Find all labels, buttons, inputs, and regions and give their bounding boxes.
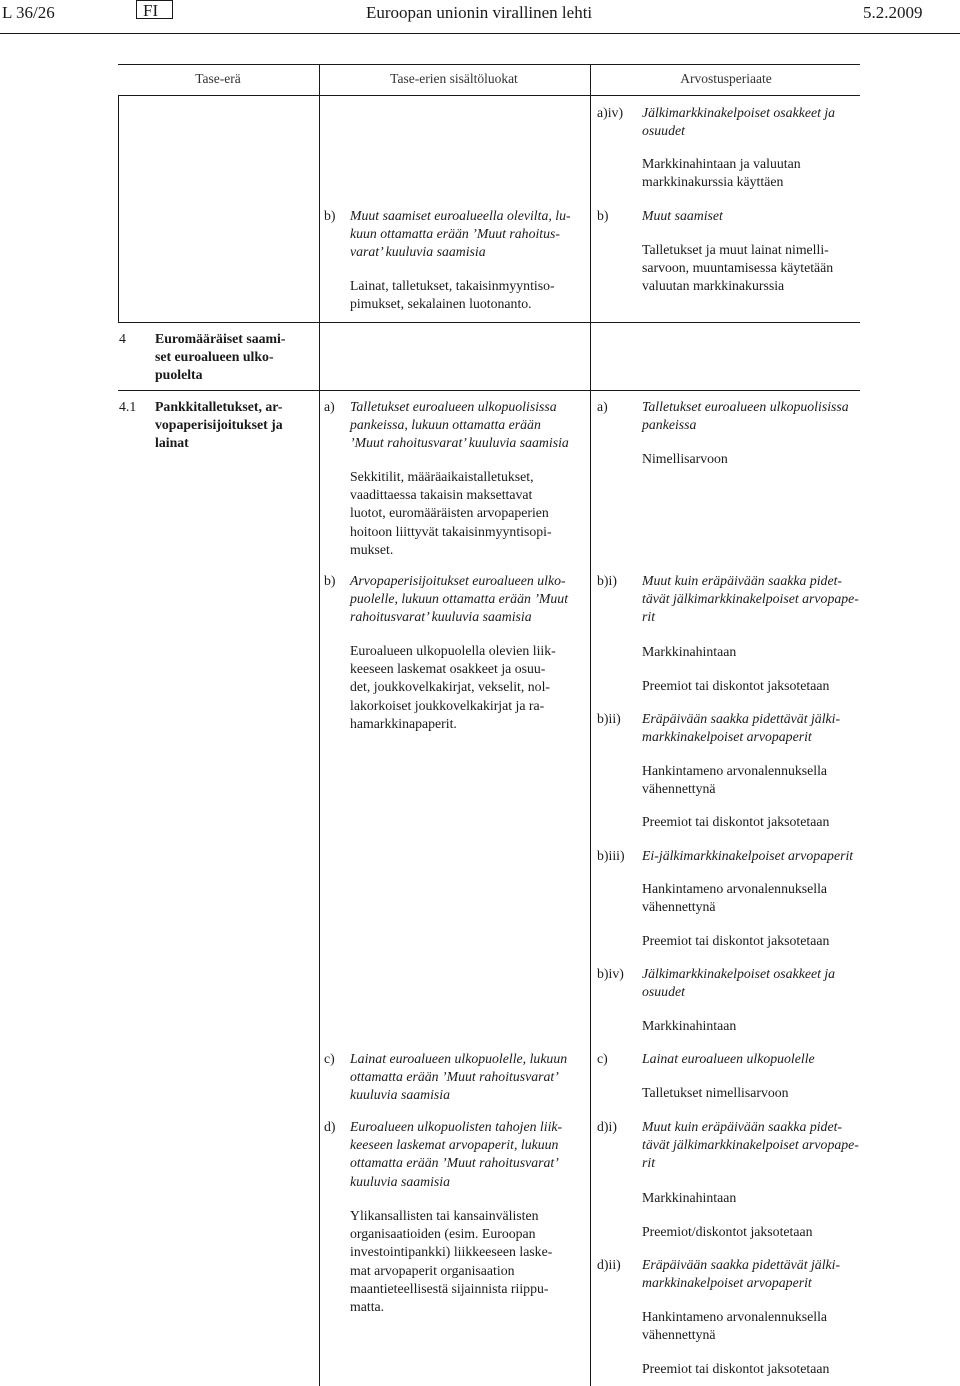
text-line: keeseen laskemat arvopaperit, lukuun — [350, 1137, 559, 1153]
language-code: FI — [136, 0, 173, 19]
text-line: ottamatta erään ’Muut rahoitusvarat’ — [350, 1155, 559, 1171]
col3-b0-text — [642, 241, 833, 296]
text-line: vopaperisijoitukset ja — [155, 417, 283, 433]
journal-title: Euroopan unionin virallinen lehti — [366, 3, 593, 22]
text-line: Muut saamiset euroalueella olevilta, lu- — [350, 208, 571, 223]
text-line: kuun ottamatta erään ’Muut rahoitus- — [350, 226, 561, 242]
col3-label-bi: b)i) — [597, 573, 617, 588]
col3-bii-heading — [642, 710, 840, 746]
col2-b-heading — [350, 572, 568, 627]
col2-label-b: b) — [324, 573, 336, 588]
col3-biii-text-1 — [642, 880, 827, 916]
text-line: Arvopaperisijoitukset euroalueen ulko- — [350, 573, 566, 588]
text-line: organisaatioiden (esim. Euroopan — [350, 1226, 536, 1242]
text-line: Hankintameno arvonalennuksella — [642, 1309, 828, 1324]
text-line: vähennettynä — [642, 899, 716, 915]
col3-dii-text-1 — [642, 1308, 827, 1344]
text-line: Talletukset euroalueen ulkopuolisissa — [350, 399, 557, 414]
col2-label-b0: b) — [324, 208, 336, 223]
text-line: hoitoon liittyvät takaisinmyyntisopi- — [350, 523, 552, 539]
col3-label-bii: b)ii) — [597, 711, 621, 726]
col3-c-heading: Lainat euroalueen ulkopuolelle — [642, 1051, 815, 1066]
col3-a-text: Nimellisarvoon — [642, 451, 728, 466]
text-line: markkinakurssia käyttäen — [642, 174, 784, 190]
text-line: Muut kuin eräpäivään saakka pidet- — [642, 1119, 843, 1134]
column-divider-1 — [319, 64, 320, 1386]
text-line: Hankintameno arvonalennuksella — [642, 763, 828, 778]
header-rule — [0, 33, 960, 34]
text-line: vähennettynä — [642, 781, 716, 797]
text-line: kuuluvia saamisia — [350, 1087, 451, 1103]
text-line: Talletukset ja muut lainat nimelli- — [642, 242, 829, 257]
text-line: set euroalueen ulko- — [155, 349, 274, 365]
text-line: mat arvopaperit organisaation — [350, 1262, 515, 1278]
col3-biv-heading — [642, 965, 835, 1001]
col2-d-heading — [350, 1118, 562, 1191]
text-line: Hankintameno arvonalennuksella — [642, 881, 828, 896]
text-line: tävät jälkimarkkinakelpoiset arvopape- — [642, 591, 859, 607]
text-line: pankeissa, lukuun ottamatta erään — [350, 417, 541, 433]
col2-label-c: c) — [324, 1051, 335, 1066]
text-line: tävät jälkimarkkinakelpoiset arvopape- — [642, 1137, 859, 1153]
item-title-4-1 — [155, 398, 283, 453]
text-line: vaadittaessa takaisin maksettavat — [350, 487, 533, 503]
col3-aiv-heading — [642, 104, 835, 140]
text-line: rit — [642, 609, 656, 625]
text-line: Euroalueen ulkopuolella olevien liik- — [350, 643, 556, 658]
text-line: luotot, euromääräisten arvopaperien — [350, 505, 549, 521]
text-line: pimukset, sekalainen luotonanto. — [350, 296, 532, 312]
text-line: Jälkimarkkinakelpoiset osakkeet ja — [642, 105, 836, 120]
col3-a-heading — [642, 398, 849, 434]
col3-bi-text-1: Markkinahintaan — [642, 644, 737, 659]
col2-d-text — [350, 1207, 552, 1316]
item-number-4: 4 — [119, 331, 126, 346]
text-line: varat’ kuuluvia saamisia — [350, 244, 486, 260]
text-line: Eräpäivään saakka pidettävät jälki- — [642, 1257, 841, 1272]
col2-b-text — [350, 642, 556, 733]
text-line: Lainat, talletukset, takaisinmyyntiso- — [350, 278, 555, 293]
text-line: pankeissa — [642, 417, 697, 433]
col3-di-text-1: Markkinahintaan — [642, 1190, 737, 1205]
table-header-rule — [118, 95, 860, 96]
text-line: osuudet — [642, 984, 685, 1000]
text-line: osuudet — [642, 123, 685, 139]
col3-bii-text-2: Preemiot tai diskontot jaksotetaan — [642, 814, 830, 829]
text-line: markkinakelpoiset arvopaperit — [642, 729, 812, 745]
text-line: lainat — [155, 435, 189, 451]
col3-c-text: Talletukset nimellisarvoon — [642, 1085, 789, 1100]
column-header-valuation: Arvostusperiaate — [680, 71, 772, 86]
text-line: Jälkimarkkinakelpoiset osakkeet ja — [642, 966, 836, 981]
text-line: Markkinahintaan ja valuutan — [642, 156, 801, 171]
col3-label-biv: b)iv) — [597, 966, 624, 981]
col2-c-heading — [350, 1050, 567, 1105]
page-header — [0, 0, 960, 34]
col2-b0-heading — [350, 207, 571, 262]
text-line: Euroalueen ulkopuolisten tahojen liik- — [350, 1119, 563, 1134]
column-divider-2 — [590, 64, 591, 1386]
text-line: keeseen laskemat osakkeet ja osuu- — [350, 661, 546, 677]
publication-date: 5.2.2009 — [863, 3, 923, 22]
text-line: puolelta — [155, 367, 203, 383]
page-number: L 36/26 — [2, 3, 55, 22]
text-line: vähennettynä — [642, 1327, 716, 1343]
col2-b0-text — [350, 277, 555, 313]
col3-bii-text-1 — [642, 762, 827, 798]
col3-label-biii: b)iii) — [597, 848, 625, 863]
text-line: det, joukkovelkakirjat, vekselit, nol- — [350, 679, 551, 695]
text-line: Pankkitalletukset, ar- — [155, 399, 283, 414]
text-line: ottamatta erään ’Muut rahoitusvarat’ — [350, 1069, 559, 1085]
text-line: ’Muut rahoitusvarat’ kuuluvia saamisia — [350, 435, 569, 451]
col3-b0-heading: Muut saamiset — [642, 208, 723, 223]
item-title-4 — [155, 330, 285, 385]
col2-a-heading — [350, 398, 569, 453]
text-line: lakorkoiset joukkovelkakirjat ja ra- — [350, 697, 545, 713]
text-line: Ylikansallisten tai kansainvälisten — [350, 1208, 539, 1223]
col3-aiv-text — [642, 155, 801, 191]
col3-label-aiv: a)iv) — [597, 105, 624, 120]
left-frame-rule — [118, 95, 119, 322]
text-line: mukset. — [350, 541, 394, 557]
text-line: Muut kuin eräpäivään saakka pidet- — [642, 573, 843, 588]
col2-a-text — [350, 468, 552, 559]
text-line: rahoitusvarat’ kuuluvia saamisia — [350, 609, 532, 625]
col3-di-heading — [642, 1118, 859, 1173]
col3-dii-text-2: Preemiot tai diskontot jaksotetaan — [642, 1361, 830, 1376]
text-line: kuuluvia saamisia — [350, 1173, 451, 1189]
col3-label-a: a) — [597, 399, 608, 414]
col2-label-a: a) — [324, 399, 335, 414]
col3-bi-text-2: Preemiot tai diskontot jaksotetaan — [642, 678, 830, 693]
col3-dii-heading — [642, 1256, 840, 1292]
table-top-rule — [118, 64, 860, 65]
text-line: matta. — [350, 1299, 385, 1315]
item-number-4-1: 4.1 — [119, 399, 137, 414]
row-rule-1 — [118, 322, 860, 323]
row-rule-2 — [118, 390, 860, 391]
text-line: Talletukset euroalueen ulkopuolisissa — [642, 399, 849, 414]
text-line: hamarkkinapaperit. — [350, 715, 457, 731]
col3-biii-text-2: Preemiot tai diskontot jaksotetaan — [642, 933, 830, 948]
text-line: sarvoon, muuntamisessa käytetään — [642, 260, 834, 276]
text-line: Sekkitilit, määräaikaistalletukset, — [350, 469, 534, 484]
text-line: investointipankki) liikkeeseen laske- — [350, 1244, 553, 1260]
text-line: rit — [642, 1155, 656, 1171]
text-line: markkinakelpoiset arvopaperit — [642, 1275, 812, 1291]
col3-label-b0: b) — [597, 208, 609, 223]
col3-biii-heading: Ei-jälkimarkkinakelpoiset arvopaperit — [642, 848, 854, 863]
text-line: puolelle, lukuun ottamatta erään ’Muut — [350, 591, 569, 607]
text-line: valuutan markkinakurssia — [642, 278, 785, 294]
text-line: Euromääräiset saami- — [155, 331, 286, 346]
col3-biv-text-1: Markkinahintaan — [642, 1018, 737, 1033]
text-line: Eräpäivään saakka pidettävät jälki- — [642, 711, 841, 726]
column-header-content: Tase-erien sisältöluokat — [390, 71, 518, 86]
col3-di-text-2: Preemiot/diskontot jaksotetaan — [642, 1224, 813, 1239]
text-line: maantieteellisestä sijainnista riippu- — [350, 1280, 549, 1296]
col3-bi-heading — [642, 572, 859, 627]
column-header-item: Tase-erä — [195, 71, 241, 86]
col3-label-c: c) — [597, 1051, 608, 1066]
col2-label-d: d) — [324, 1119, 336, 1134]
col3-label-di: d)i) — [597, 1119, 617, 1134]
col3-label-dii: d)ii) — [597, 1257, 621, 1272]
text-line: Lainat euroalueen ulkopuolelle, lukuun — [350, 1051, 568, 1066]
